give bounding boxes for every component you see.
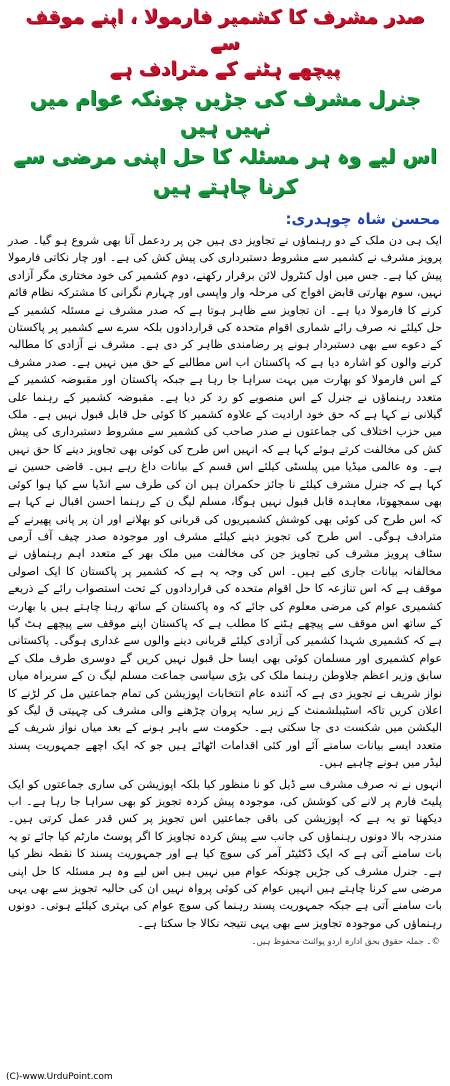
author-byline: محسن شاہ چوہدری: xyxy=(285,210,440,228)
subheadline-line-1: جنرل مشرف کی جڑیں چونکہ عوام میں نہیں ہیں xyxy=(29,86,421,138)
copyright-notice: ©۔ جملہ حقوق بحق ادارہ اردو پوائنٹ محفوظ ہیں۔ xyxy=(251,937,440,948)
paragraph-1: ایک ہی دن ملک کے دو رہنماؤں نے تجاویز دی ہیں جن پر ردعمل آنا بھی شروع ہو گیا۔ صدر پرویز مشرف نے کشمیر سے مشروط دستبرداری کی پیش کش کی ہے۔ اور چار نکاتی فارمولا پیش کیا ہے۔ جس میں اول کنٹرول لائن برقرار رکھنے، دوم کشمیر کی خود مختاری مگر آزادی نہیں، سوم بھارتی قابض افواج کی مرحلہ وار واپسی اور چہارم نگرانی کا مشترکہ نظام قائم کرنے کا فارمولا دیا ہے۔ ان تجاویز سے ظاہر ہوتا ہے کہ صدر مشرف نے مسئلہ کشمیر کے حل کیلئے نہ صرف رائے شماری اقوام متحدہ کی قراردادوں بلکہ سرے سے کشمیر پر پاکستان کے دعوے سے بھی دستبردار ہونے پر رضامندی ظاہر کر دی ہے۔ مشرف نے آزادی کا مطالبہ کرنے والوں کو اشارہ دیا ہے کہ پاکستان اب اس مطالبے کے حق میں نہیں ہے۔ صدر مشرف کے اس فارمولا کو بھارت میں بہت سراہا جا رہا ہے جبکہ پاکستان اور مقبوضہ کشمیر کے متعدد رہنماؤں نے جنرل کے اس منصوبے کو رد کر دیا ہے۔ مقبوضہ کشمیر کے رہنما علی گیلانی نے کہا ہے کہ حق خود ارادیت کے علاوہ کشمیر کا کوئی حل قابل قبول نہیں ہے۔ ملک میں حزب اختلاف کی جماعتوں نے صدر صاحب کی کشمیر سے مشروط دستبرداری کی پیش کش کی مخالفت کرتے ہوئے کہا ہے کہ انہیں اس طرح کی کوئی بھی تجاویز دینے کا حق نہیں ہے۔ وہ عالمی میڈیا میں پبلسٹی کیلئے اس قسم کے بیانات داغ رہے ہیں۔ قاضی حسین نے کہا ہے کہ جنرل مشرف کیلئے نا جائز حکمران ہیں ان کی طرف سے انڈیا سے کیا ہوا کوئی بھی سمجھوتا، معاہدہ قابل قبول نہیں ہوگا، مسلم لیگ ن کے رہنما احسن اقبال نے کہا ہے کہ اس طرح کی کوئی بھی کوشش کشمیریوں کی قربانی کو بھلانے اور ان پر پانی پھیرنے کے مترادف ہوگی۔ اس طرح کی تجویز دینے کیلئے مشرف اور موجودہ صدر چیف آف آرمی سٹاف پرویز مشرف کی تجاویز جن کی مخالفت میں ملک بھر کے متعدد اہم رہنماؤں نے مخالفانہ بیانات جاری کیے ہیں۔ اس کی وجہ یہ ہے کہ کشمیر پر پاکستان کا ایک اصولی موقف ہے کہ اس تنازعہ کا حل اقوام متحدہ کی قراردادوں کے تحت استصواب رائے کے ذریعے کشمیری عوام کی مرضی معلوم کی جائے کہ وہ پاکستان کے ساتھ رہنا چاہتے ہیں یا بھارت کے ساتھ اس موقف سے پیچھے ہٹنے کا مطلب ہے کہ پاکستان اپنے موقف سے پیچھے ہٹ گیا ہے کہ کشمیری شہدا کشمیر کی آزادی کیلئے قربانی دینے والوں سے غداری ہوگی۔ پاکستانی عوام کشمیری اور مسلمان کوئی بھی ایسا حل قبول نہیں کریں گے دوسری طرف ملک کے سابق وزیر اعظم جلاوطن رہنما ملک کی بڑی سیاسی جماعت مسلم لیگ ن کے سربراہ میاں نواز شریف نے تجویز دی ہے کہ آئندہ عام انتخابات اپوزیشن کی تمام جماعتیں مل کر لڑنے کا اعلان کریں تاکہ اسٹیبلشمنٹ کے زیر سایہ پروان چڑھنے والی مشرف کی چہیتی ق لیگ کو الیکشن میں شکست دی جا سکتی ہے۔ حکومت سے باہر ہونے کے بعد میاں نواز شریف کے متعدد ایسے بیانات سامنے آئے اور کئی اقدامات اٹھائے ہیں جو کہ ایک اچھے جمہوریت پسند لیڈر میں ہونے چاہیے ہیں۔ xyxy=(8,234,442,770)
headline-line-1: صدر مشرف کا کشمیر فارمولا ، اپنے موقف سے xyxy=(25,6,425,54)
subheadline-line-3: کرنا چاہتے ہیں xyxy=(152,174,298,198)
paragraph-2: انہوں نے نہ صرف مشرف سے ڈیل کو نا منظور کیا بلکہ اپوزیشن کی ساری جماعتوں کو ایک پلیٹ فارم پر لانے کی کوشش کی، موجودہ پیش کردہ تجویز کو بھی سراہا جا رہا ہے۔ اب دیکھنا تو یہ ہے کہ اپوزیشن کی باقی جماعتیں اس تجویز پر کس قدر عمل کرتی ہیں۔ مندرجہ بالا دونوں رہنماؤں کی جانب سے پیش کردہ تجاویز کا اگر پوسٹ مارٹم کیا جائے تو یہ بات سامنے آتی ہے کہ ایک ڈکٹیٹر آمر کی سوچ کیا ہے اور جمہوریت پسند کا نقطہ نظر کیا ہے۔ جنرل مشرف کی جڑیں چونکہ عوام میں نہیں ہیں اس لیے وہ ہر مسئلہ کا حل اپنی مرضی سے کرنا چاہتے ہیں انہیں عوام کی کوئی پرواہ نہیں ان کی حالیہ تجویز سے بھی یہی بات سامنے آتی ہے جبکہ جمہوریت پسند رہنما کی سوچ عوام کی بہتری کیلئے ہوتی۔ دونوں رہنماؤں کی موجودہ تجاویز سے بھی یہی نتیجہ نکالا جا سکتا ہے۔ xyxy=(8,777,442,930)
headline-line-2: پیچھے ہٹنے کے مترادف ہے xyxy=(109,58,341,80)
article-body xyxy=(8,232,442,932)
subheadline-line-2: اس لیے وہ ہر مسئلہ کا حل اپنی مرضی سے xyxy=(13,144,437,168)
site-footer-link[interactable]: (C)-www.UrduPoint.com xyxy=(6,1072,113,1082)
